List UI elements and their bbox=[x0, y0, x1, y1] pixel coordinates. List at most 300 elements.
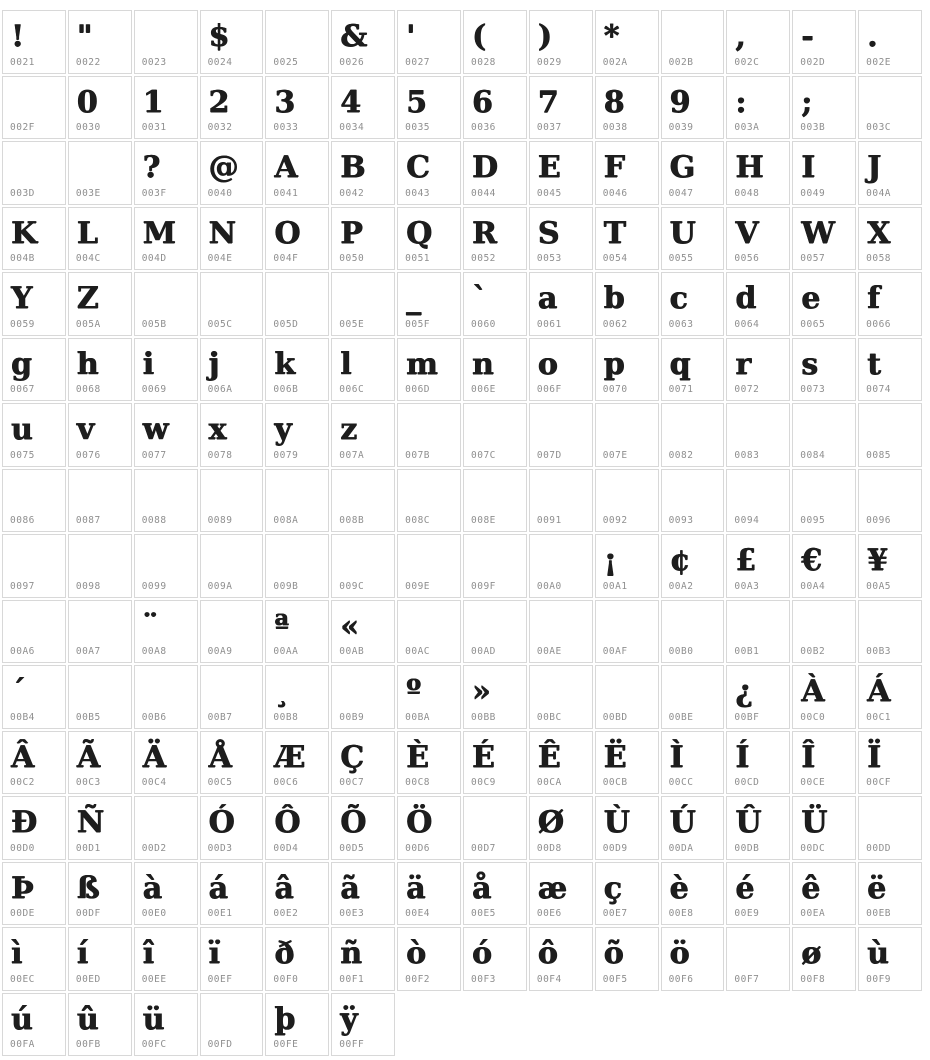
glyph-cell[interactable] bbox=[529, 10, 593, 74]
glyph-cell[interactable] bbox=[134, 731, 198, 795]
glyph-cell[interactable] bbox=[2, 338, 66, 402]
glyph bbox=[406, 546, 458, 580]
glyph-cell[interactable] bbox=[463, 665, 527, 729]
glyph-cell[interactable] bbox=[397, 141, 461, 205]
glyph-cell[interactable] bbox=[397, 731, 461, 795]
glyph-cell[interactable] bbox=[661, 141, 725, 205]
glyph-cell[interactable] bbox=[2, 862, 66, 926]
glyph-cell[interactable] bbox=[200, 927, 264, 991]
codepoint-label: 00E9 bbox=[734, 908, 760, 919]
glyph: ì bbox=[11, 936, 23, 971]
glyph-cell[interactable] bbox=[595, 927, 659, 991]
glyph-cell[interactable] bbox=[134, 534, 198, 598]
glyph-cell[interactable] bbox=[529, 731, 593, 795]
codepoint-label: 0070 bbox=[602, 384, 628, 395]
glyph: Å bbox=[208, 739, 232, 775]
glyph-cell[interactable] bbox=[2, 600, 66, 664]
glyph-cell[interactable] bbox=[331, 76, 395, 140]
glyph-cell[interactable] bbox=[134, 141, 198, 205]
codepoint-label: 0098 bbox=[75, 580, 101, 592]
glyph-cell[interactable] bbox=[595, 403, 659, 467]
glyph: Î bbox=[801, 739, 816, 775]
glyph-cell[interactable] bbox=[200, 141, 264, 205]
glyph bbox=[77, 153, 129, 187]
glyph: T bbox=[603, 215, 627, 251]
glyph-cell[interactable] bbox=[68, 534, 132, 598]
codepoint-label: 00CA bbox=[536, 777, 562, 788]
glyph-cell[interactable] bbox=[200, 338, 264, 402]
glyph-cell[interactable] bbox=[792, 927, 856, 991]
glyph-cell[interactable] bbox=[200, 76, 264, 140]
glyph-cell[interactable] bbox=[792, 469, 856, 533]
glyph-cell[interactable] bbox=[661, 403, 725, 467]
glyph: 5 bbox=[406, 84, 428, 120]
glyph: H bbox=[735, 150, 764, 185]
glyph bbox=[406, 612, 458, 646]
glyph-cell[interactable] bbox=[200, 10, 264, 74]
glyph-cell[interactable] bbox=[726, 141, 790, 205]
glyph-cell[interactable] bbox=[265, 338, 329, 402]
glyph-cell[interactable] bbox=[661, 76, 725, 140]
codepoint-label: 00E8 bbox=[668, 908, 694, 919]
codepoint-label: 005B bbox=[141, 318, 167, 330]
glyph: Z bbox=[76, 281, 99, 316]
glyph-cell[interactable] bbox=[265, 927, 329, 991]
glyph-cell[interactable] bbox=[858, 534, 922, 598]
glyph-cell[interactable] bbox=[2, 469, 66, 533]
glyph-cell[interactable] bbox=[200, 272, 264, 336]
glyph-cell[interactable] bbox=[2, 272, 66, 336]
glyph-cell[interactable] bbox=[331, 10, 395, 74]
glyph: r bbox=[735, 346, 752, 382]
glyph-cell[interactable] bbox=[2, 141, 66, 205]
codepoint-label: 00F5 bbox=[602, 973, 628, 985]
glyph-cell[interactable] bbox=[595, 141, 659, 205]
glyph-cell[interactable] bbox=[529, 796, 593, 860]
glyph-cell[interactable] bbox=[661, 338, 725, 402]
glyph-cell[interactable] bbox=[68, 862, 132, 926]
glyph: a bbox=[537, 281, 558, 316]
glyph-cell[interactable] bbox=[463, 731, 527, 795]
glyph-cell[interactable] bbox=[792, 534, 856, 598]
glyph-cell[interactable] bbox=[463, 76, 527, 140]
glyph-cell[interactable] bbox=[529, 469, 593, 533]
glyph-cell[interactable] bbox=[68, 796, 132, 860]
glyph-cell[interactable] bbox=[661, 600, 725, 664]
glyph-cell[interactable] bbox=[134, 665, 198, 729]
glyph-cell[interactable] bbox=[200, 665, 264, 729]
glyph: « bbox=[340, 608, 360, 644]
codepoint-label: 00A2 bbox=[668, 580, 694, 592]
glyph-cell[interactable] bbox=[792, 403, 856, 467]
glyph-cell[interactable] bbox=[2, 76, 66, 140]
glyph-cell[interactable] bbox=[397, 469, 461, 533]
glyph-cell[interactable] bbox=[595, 600, 659, 664]
codepoint-label: 003F bbox=[141, 187, 167, 199]
glyph-cell[interactable] bbox=[200, 469, 264, 533]
codepoint-label: 0066 bbox=[866, 318, 892, 330]
glyph-cell[interactable] bbox=[200, 600, 264, 664]
glyph-cell[interactable] bbox=[792, 600, 856, 664]
glyph-cell[interactable] bbox=[529, 600, 593, 664]
glyph-cell[interactable] bbox=[529, 927, 593, 991]
codepoint-label: 008E bbox=[471, 515, 496, 526]
glyph-cell[interactable] bbox=[68, 403, 132, 467]
glyph-cell[interactable] bbox=[397, 796, 461, 860]
glyph-cell[interactable] bbox=[726, 338, 790, 402]
glyph-cell[interactable] bbox=[463, 534, 527, 598]
glyph-cell[interactable] bbox=[68, 338, 132, 402]
glyph: ÿ bbox=[340, 1001, 358, 1037]
glyph-cell[interactable] bbox=[858, 731, 922, 795]
glyph-cell[interactable] bbox=[661, 862, 725, 926]
glyph-cell[interactable] bbox=[858, 76, 922, 140]
glyph-cell[interactable] bbox=[726, 10, 790, 74]
glyph-cell[interactable] bbox=[529, 272, 593, 336]
glyph-cell[interactable] bbox=[595, 796, 659, 860]
glyph: Ó bbox=[208, 805, 235, 840]
glyph-cell[interactable] bbox=[397, 76, 461, 140]
glyph-cell[interactable] bbox=[595, 534, 659, 598]
glyph bbox=[209, 677, 261, 711]
glyph-cell[interactable] bbox=[858, 665, 922, 729]
codepoint-label: 00A0 bbox=[536, 580, 562, 592]
glyph-cell[interactable] bbox=[661, 10, 725, 74]
glyph-cell[interactable] bbox=[265, 272, 329, 336]
glyph bbox=[143, 808, 195, 842]
glyph-cell[interactable] bbox=[463, 338, 527, 402]
glyph-cell[interactable] bbox=[529, 207, 593, 271]
glyph-cell[interactable] bbox=[265, 862, 329, 926]
codepoint-label: 0092 bbox=[602, 515, 628, 526]
glyph bbox=[274, 22, 326, 56]
glyph-cell[interactable] bbox=[595, 469, 659, 533]
glyph-cell[interactable] bbox=[726, 796, 790, 860]
glyph-cell[interactable] bbox=[2, 927, 66, 991]
codepoint-label: 00DA bbox=[668, 842, 694, 854]
glyph-cell[interactable] bbox=[200, 207, 264, 271]
glyph-cell[interactable] bbox=[68, 76, 132, 140]
glyph-cell[interactable] bbox=[529, 141, 593, 205]
glyph-cell[interactable] bbox=[726, 534, 790, 598]
glyph-cell[interactable] bbox=[463, 862, 527, 926]
glyph-cell[interactable] bbox=[661, 207, 725, 271]
glyph-cell[interactable] bbox=[858, 141, 922, 205]
codepoint-label: 0028 bbox=[471, 56, 496, 68]
glyph: f bbox=[867, 281, 881, 316]
glyph: 7 bbox=[537, 84, 559, 120]
glyph-cell[interactable] bbox=[595, 207, 659, 271]
glyph-cell[interactable] bbox=[661, 796, 725, 860]
codepoint-label: 00A1 bbox=[602, 580, 628, 592]
glyph-cell[interactable] bbox=[661, 534, 725, 598]
glyph-cell[interactable] bbox=[397, 862, 461, 926]
codepoint-label: 00F4 bbox=[536, 973, 562, 985]
glyph-cell[interactable] bbox=[265, 600, 329, 664]
codepoint-label: 00CE bbox=[800, 777, 826, 788]
glyph-cell[interactable] bbox=[792, 796, 856, 860]
glyph-cell[interactable] bbox=[265, 665, 329, 729]
codepoint-label: 008A bbox=[273, 515, 299, 526]
glyph-cell[interactable] bbox=[397, 338, 461, 402]
glyph-cell[interactable] bbox=[2, 534, 66, 598]
glyph-cell[interactable] bbox=[661, 927, 725, 991]
glyph-cell[interactable] bbox=[397, 10, 461, 74]
glyph-cell[interactable] bbox=[397, 600, 461, 664]
glyph-cell[interactable] bbox=[792, 207, 856, 271]
glyph bbox=[735, 939, 787, 973]
glyph-cell[interactable] bbox=[2, 993, 66, 1057]
glyph-cell[interactable] bbox=[68, 600, 132, 664]
glyph-cell[interactable] bbox=[2, 10, 66, 74]
glyph: Ç bbox=[340, 739, 365, 775]
glyph bbox=[670, 677, 722, 711]
codepoint-label: 0097 bbox=[10, 580, 35, 592]
glyph-cell[interactable] bbox=[331, 993, 395, 1057]
glyph-cell[interactable] bbox=[595, 862, 659, 926]
glyph-cell[interactable] bbox=[858, 338, 922, 402]
codepoint-label: 00FA bbox=[10, 1039, 35, 1050]
glyph-cell[interactable] bbox=[529, 76, 593, 140]
glyph-cell[interactable] bbox=[792, 862, 856, 926]
glyph-cell[interactable] bbox=[595, 272, 659, 336]
glyph-cell[interactable] bbox=[529, 338, 593, 402]
glyph-cell[interactable] bbox=[2, 665, 66, 729]
glyph-cell[interactable] bbox=[134, 469, 198, 533]
glyph-cell[interactable] bbox=[792, 10, 856, 74]
glyph-cell[interactable] bbox=[858, 796, 922, 860]
glyph-cell[interactable] bbox=[331, 141, 395, 205]
glyph bbox=[867, 415, 919, 449]
codepoint-label: 00D0 bbox=[10, 842, 35, 854]
glyph-cell[interactable] bbox=[200, 731, 264, 795]
glyph-cell[interactable] bbox=[595, 665, 659, 729]
codepoint-label: 00E2 bbox=[273, 908, 299, 919]
glyph: Ð bbox=[11, 805, 38, 840]
glyph-cell[interactable] bbox=[265, 796, 329, 860]
glyph-cell[interactable] bbox=[68, 993, 132, 1057]
glyph-cell[interactable] bbox=[265, 10, 329, 74]
codepoint-label: 00D8 bbox=[536, 842, 562, 854]
glyph-cell[interactable] bbox=[661, 665, 725, 729]
glyph-cell[interactable] bbox=[134, 207, 198, 271]
glyph-cell[interactable] bbox=[397, 534, 461, 598]
glyph-cell[interactable] bbox=[463, 600, 527, 664]
glyph: W bbox=[801, 215, 835, 251]
glyph-cell[interactable] bbox=[726, 927, 790, 991]
codepoint-label: 00D3 bbox=[207, 842, 233, 854]
glyph-cell[interactable] bbox=[2, 796, 66, 860]
glyph-cell[interactable] bbox=[726, 76, 790, 140]
glyph-cell[interactable] bbox=[331, 665, 395, 729]
glyph-cell[interactable] bbox=[200, 993, 264, 1057]
glyph-cell[interactable] bbox=[134, 76, 198, 140]
glyph-cell[interactable] bbox=[397, 927, 461, 991]
glyph-cell[interactable] bbox=[397, 403, 461, 467]
glyph-cell[interactable] bbox=[661, 469, 725, 533]
glyph-cell[interactable] bbox=[134, 927, 198, 991]
codepoint-label: 005C bbox=[207, 318, 233, 330]
codepoint-label: 004D bbox=[141, 253, 167, 264]
glyph-cell[interactable] bbox=[858, 272, 922, 336]
glyph-cell[interactable] bbox=[858, 10, 922, 74]
codepoint-label: 00AD bbox=[471, 646, 496, 657]
glyph-cell[interactable] bbox=[595, 338, 659, 402]
glyph-cell[interactable] bbox=[265, 469, 329, 533]
glyph-cell[interactable] bbox=[792, 141, 856, 205]
glyph-cell[interactable] bbox=[134, 403, 198, 467]
glyph-cell[interactable] bbox=[68, 665, 132, 729]
codepoint-label: 006B bbox=[273, 384, 299, 395]
glyph-cell[interactable] bbox=[265, 403, 329, 467]
glyph-cell[interactable] bbox=[463, 469, 527, 533]
glyph-cell[interactable] bbox=[200, 796, 264, 860]
glyph-cell[interactable] bbox=[726, 600, 790, 664]
codepoint-label: 00B6 bbox=[141, 711, 167, 723]
glyph bbox=[406, 481, 458, 515]
glyph-cell[interactable] bbox=[265, 207, 329, 271]
glyph-cell[interactable] bbox=[331, 731, 395, 795]
glyph-cell[interactable] bbox=[134, 272, 198, 336]
codepoint-label: 0052 bbox=[471, 253, 496, 264]
codepoint-label: 009C bbox=[339, 580, 365, 592]
glyph-cell[interactable] bbox=[68, 10, 132, 74]
glyph-cell[interactable] bbox=[2, 207, 66, 271]
codepoint-label: 006D bbox=[405, 384, 431, 395]
glyph-cell[interactable] bbox=[792, 731, 856, 795]
glyph-cell[interactable] bbox=[529, 862, 593, 926]
glyph: z bbox=[340, 412, 358, 447]
glyph-cell[interactable] bbox=[397, 207, 461, 271]
glyph-cell[interactable] bbox=[134, 10, 198, 74]
glyph-cell[interactable] bbox=[726, 862, 790, 926]
glyph: 3 bbox=[274, 84, 296, 120]
glyph: J bbox=[867, 150, 882, 185]
glyph-cell[interactable] bbox=[858, 600, 922, 664]
glyph-cell[interactable] bbox=[397, 665, 461, 729]
glyph-cell[interactable] bbox=[463, 141, 527, 205]
glyph-cell[interactable] bbox=[331, 600, 395, 664]
glyph-cell[interactable] bbox=[68, 272, 132, 336]
glyph-cell[interactable] bbox=[726, 665, 790, 729]
glyph-cell[interactable] bbox=[595, 76, 659, 140]
glyph-cell[interactable] bbox=[265, 76, 329, 140]
glyph-cell[interactable] bbox=[792, 76, 856, 140]
glyph-cell[interactable] bbox=[331, 927, 395, 991]
glyph-cell[interactable] bbox=[726, 731, 790, 795]
glyph-cell[interactable] bbox=[595, 10, 659, 74]
glyph-cell[interactable] bbox=[200, 534, 264, 598]
codepoint-label: 00B4 bbox=[10, 711, 35, 723]
glyph-cell[interactable] bbox=[463, 272, 527, 336]
glyph-cell[interactable] bbox=[200, 862, 264, 926]
glyph-cell[interactable] bbox=[134, 338, 198, 402]
codepoint-label: 0051 bbox=[405, 253, 431, 264]
glyph-cell[interactable] bbox=[463, 207, 527, 271]
glyph-cell[interactable] bbox=[529, 534, 593, 598]
codepoint-label: 00EF bbox=[207, 973, 233, 985]
glyph-cell[interactable] bbox=[661, 731, 725, 795]
glyph-cell[interactable] bbox=[331, 469, 395, 533]
glyph-cell[interactable] bbox=[463, 796, 527, 860]
glyph-cell[interactable] bbox=[792, 272, 856, 336]
glyph-cell[interactable] bbox=[463, 10, 527, 74]
codepoint-label: 0055 bbox=[668, 253, 694, 264]
glyph-cell[interactable] bbox=[858, 927, 922, 991]
glyph-cell[interactable] bbox=[265, 534, 329, 598]
glyph: k bbox=[274, 346, 296, 382]
glyph-cell[interactable] bbox=[331, 272, 395, 336]
glyph-cell[interactable] bbox=[331, 338, 395, 402]
codepoint-label: 007B bbox=[405, 449, 431, 461]
glyph-cell[interactable] bbox=[463, 403, 527, 467]
codepoint-label: 0099 bbox=[141, 580, 167, 592]
glyph-cell[interactable] bbox=[858, 403, 922, 467]
glyph-cell[interactable] bbox=[726, 469, 790, 533]
glyph: À bbox=[801, 674, 825, 709]
glyph-cell[interactable] bbox=[858, 862, 922, 926]
glyph-cell[interactable] bbox=[792, 665, 856, 729]
glyph bbox=[472, 808, 524, 842]
glyph-cell[interactable] bbox=[858, 469, 922, 533]
glyph-cell[interactable] bbox=[68, 469, 132, 533]
glyph-cell[interactable] bbox=[134, 600, 198, 664]
codepoint-label: 008C bbox=[405, 515, 431, 526]
glyph-cell[interactable] bbox=[463, 927, 527, 991]
glyph-cell[interactable] bbox=[200, 403, 264, 467]
glyph-cell[interactable] bbox=[2, 731, 66, 795]
glyph: ð bbox=[274, 936, 295, 971]
codepoint-label: 00C2 bbox=[10, 777, 35, 788]
glyph-cell[interactable] bbox=[331, 796, 395, 860]
glyph-cell[interactable] bbox=[68, 207, 132, 271]
glyph-cell[interactable] bbox=[68, 927, 132, 991]
glyph-cell[interactable] bbox=[265, 993, 329, 1057]
codepoint-label: 00E4 bbox=[405, 908, 431, 919]
glyph-cell[interactable] bbox=[331, 207, 395, 271]
glyph-cell[interactable] bbox=[134, 796, 198, 860]
glyph-cell[interactable] bbox=[265, 141, 329, 205]
codepoint-label: 00C6 bbox=[273, 777, 299, 788]
glyph-cell[interactable] bbox=[68, 141, 132, 205]
glyph-cell[interactable] bbox=[134, 862, 198, 926]
glyph-cell[interactable] bbox=[331, 403, 395, 467]
glyph bbox=[209, 284, 261, 318]
codepoint-label: 00A6 bbox=[10, 646, 35, 657]
glyph-cell[interactable] bbox=[529, 403, 593, 467]
glyph: à bbox=[142, 870, 163, 906]
glyph bbox=[472, 546, 524, 580]
glyph-cell[interactable] bbox=[858, 207, 922, 271]
codepoint-label: 00FE bbox=[273, 1039, 299, 1050]
glyph-cell[interactable] bbox=[726, 272, 790, 336]
glyph-cell[interactable] bbox=[726, 207, 790, 271]
glyph-cell[interactable] bbox=[68, 731, 132, 795]
glyph-cell[interactable] bbox=[661, 272, 725, 336]
glyph-cell[interactable] bbox=[792, 338, 856, 402]
glyph-cell[interactable] bbox=[331, 862, 395, 926]
glyph: Û bbox=[735, 805, 762, 840]
glyph-cell[interactable] bbox=[265, 731, 329, 795]
glyph-cell[interactable] bbox=[529, 665, 593, 729]
glyph-cell[interactable] bbox=[331, 534, 395, 598]
glyph-cell[interactable] bbox=[726, 403, 790, 467]
glyph: A bbox=[274, 150, 298, 185]
glyph-cell[interactable] bbox=[134, 993, 198, 1057]
glyph-cell[interactable] bbox=[2, 403, 66, 467]
glyph-cell[interactable] bbox=[397, 272, 461, 336]
glyph-cell[interactable] bbox=[595, 731, 659, 795]
